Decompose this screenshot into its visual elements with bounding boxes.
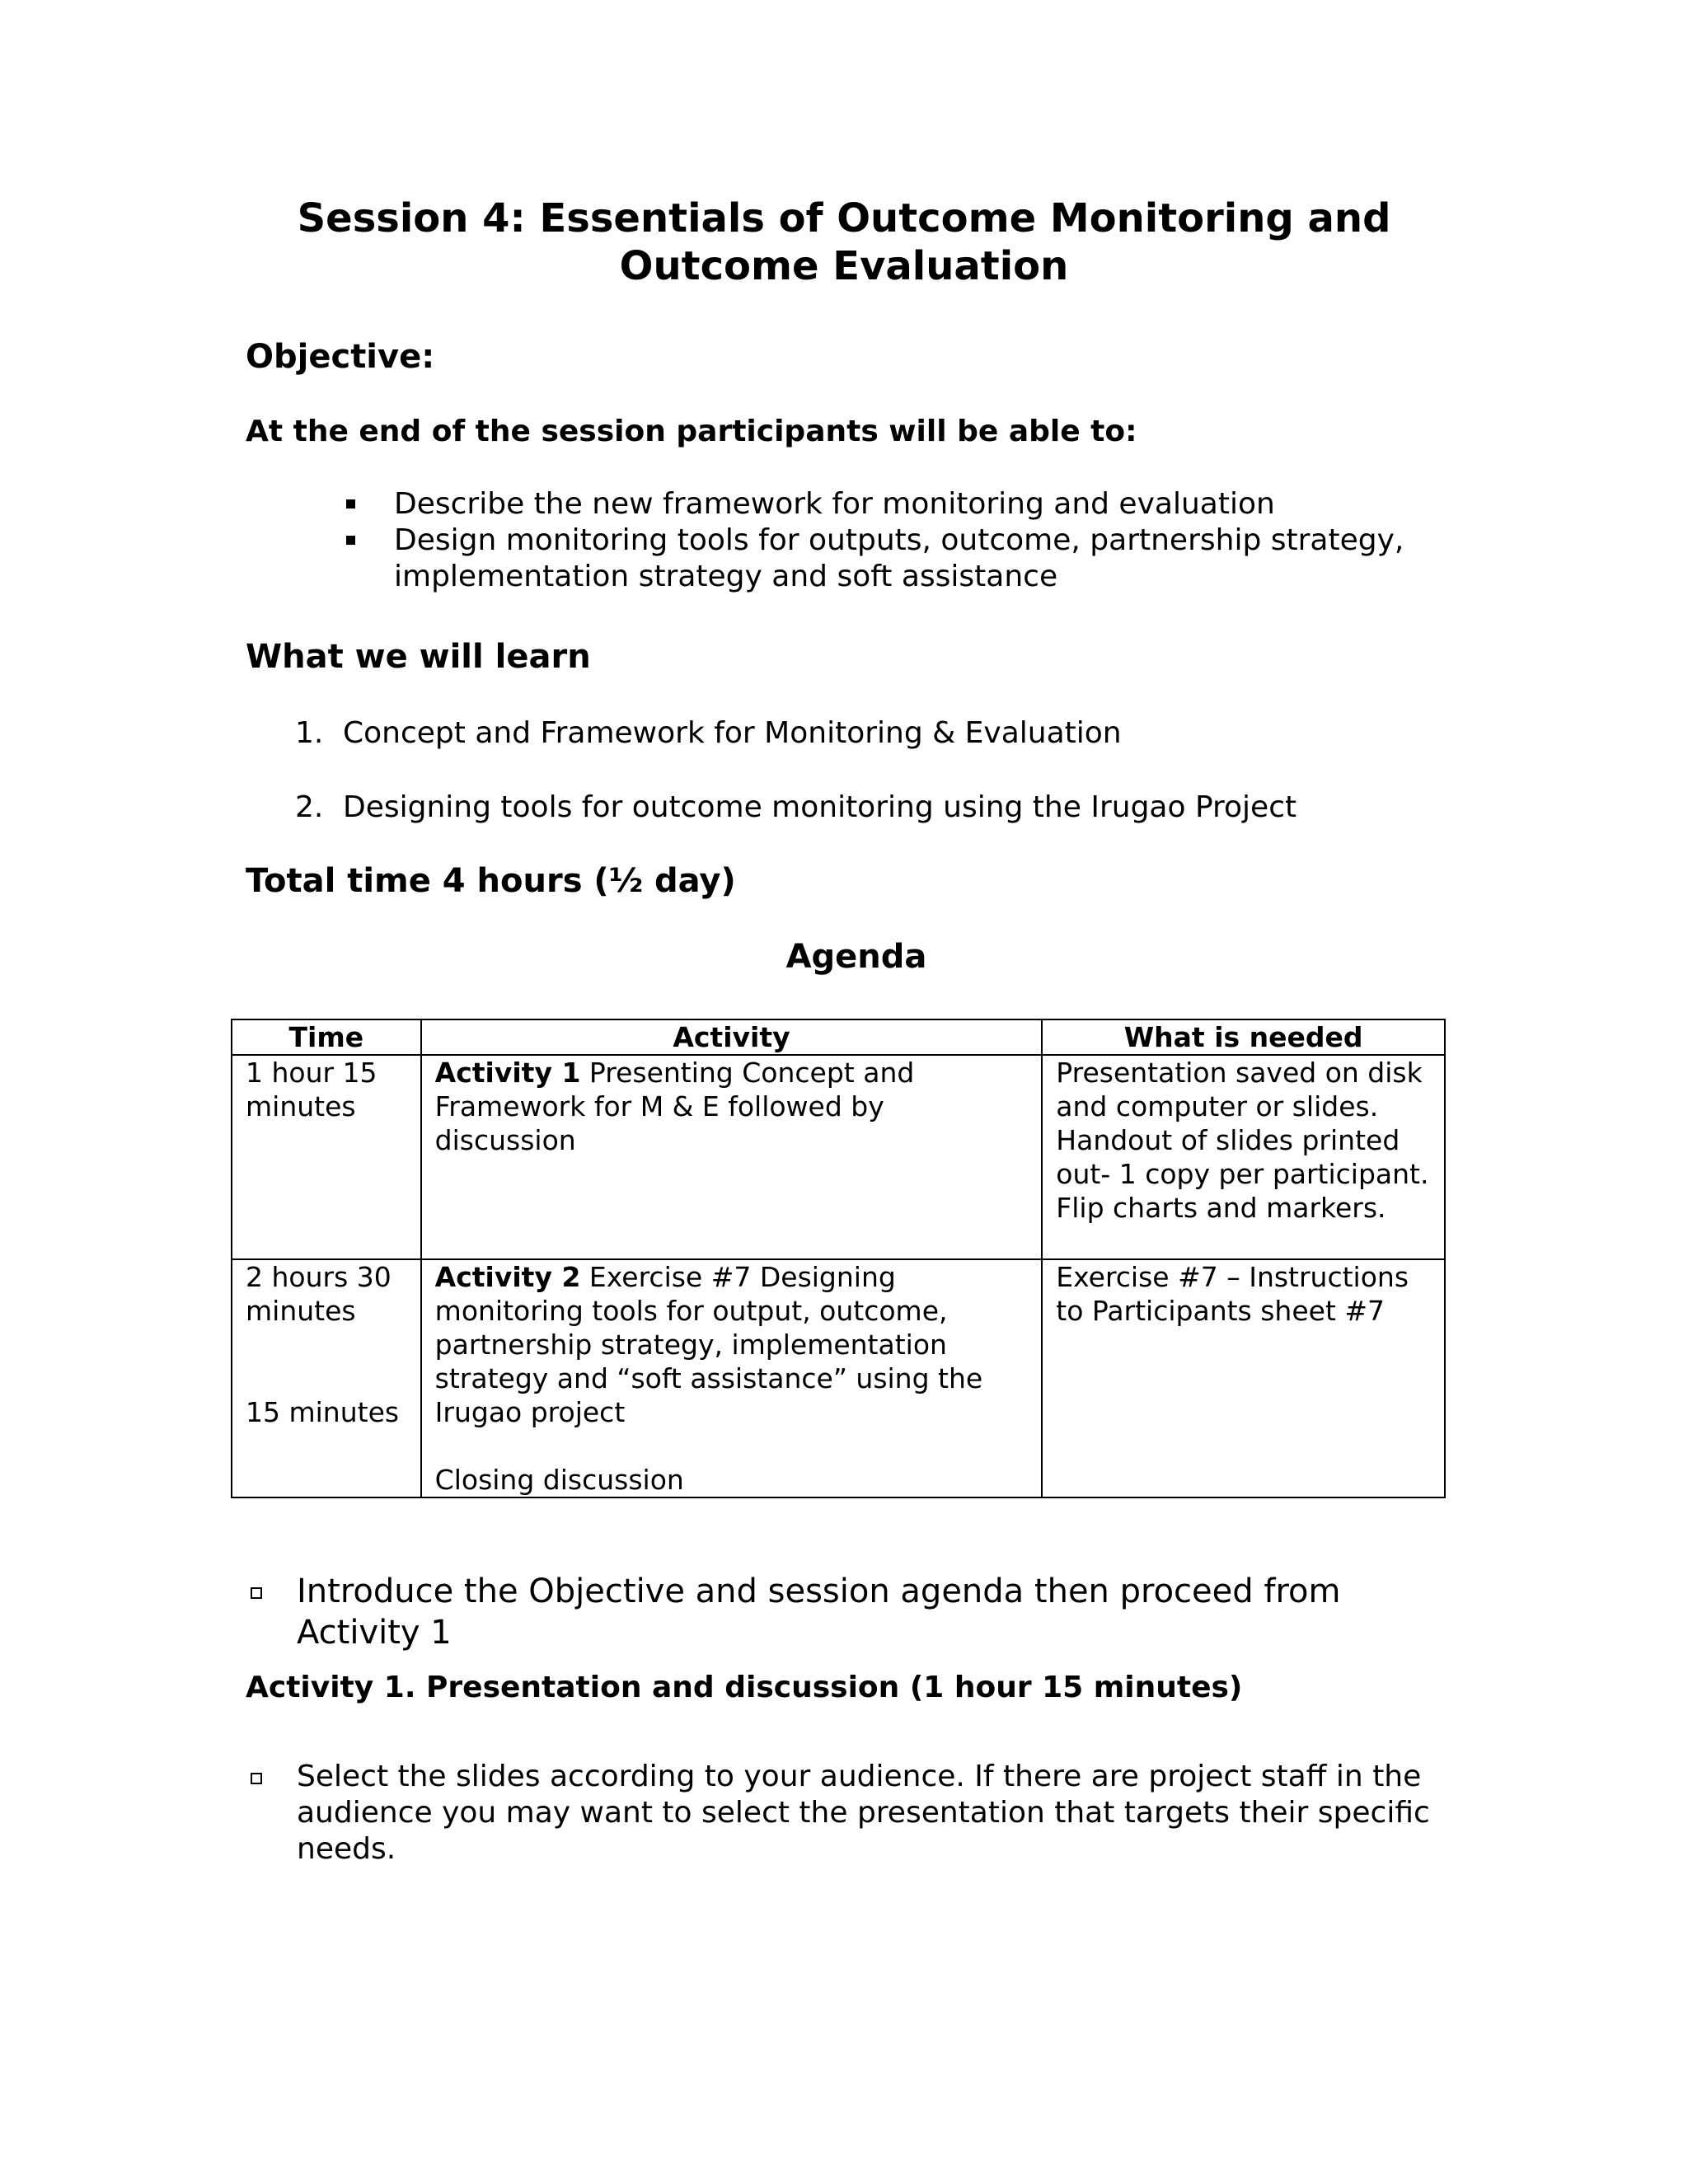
- page-title-line-2: Outcome Evaluation: [619, 243, 1069, 289]
- needed-line: Handout of slides printed out- 1 copy per participant.: [1056, 1124, 1429, 1190]
- needed-cell: [1042, 1055, 1445, 1259]
- objective-item: [346, 523, 1451, 595]
- activity-cell: [421, 1259, 1043, 1497]
- needed-line: Presentation saved on disk and computer or slides.: [1056, 1057, 1423, 1122]
- time-value-closing: 15 minutes: [246, 1396, 400, 1428]
- activity-closing: Closing discussion: [434, 1464, 684, 1496]
- page-title: [0, 194, 1688, 290]
- activity-description: Exercise #7 Designing monitoring tools for output, outcome, partnership strategy, implementation strategy and “soft assistance” using the Irugao project: [434, 1261, 983, 1428]
- learn-item-text: Concept and Framework for Monitoring & Evaluation: [343, 716, 1122, 750]
- time-cell: [232, 1259, 421, 1497]
- instruction-item: [246, 1759, 1441, 1868]
- square-bullet-icon: [346, 499, 355, 509]
- agenda-header-row: [232, 1019, 1445, 1055]
- objective-item-text: Design monitoring tools for outputs, outcome, partnership strategy, implementation strategy and soft assistance: [394, 523, 1404, 593]
- activity-label: Activity 2: [434, 1261, 581, 1293]
- activity-cell: [421, 1055, 1043, 1259]
- table-row: [232, 1055, 1445, 1259]
- instruction-text: Introduce the Objective and session agenda then proceed from Activity 1: [297, 1572, 1341, 1652]
- instruction-item: [246, 1571, 1441, 1653]
- time-value: 2 hours 30 minutes: [246, 1261, 392, 1327]
- spacer: [246, 1328, 407, 1361]
- instruction-text: Select the slides according to your audience. If there are project staff in the audience you may want to select the presentation that targets their specific needs.: [297, 1760, 1430, 1866]
- activity-description: Presenting Concept and Framework for M & E followed by discussion: [434, 1057, 915, 1156]
- learn-heading: What we will learn: [246, 638, 591, 676]
- checkbox-bullet-icon: [251, 1587, 262, 1599]
- checkbox-bullet-icon: [251, 1773, 262, 1784]
- total-time-heading: Total time 4 hours (½ day): [246, 862, 736, 900]
- column-header-time: Time: [232, 1019, 421, 1055]
- activity-1-heading: Activity 1. Presentation and discussion (1 hour 15 minutes): [246, 1671, 1243, 1704]
- learn-item: [295, 790, 1296, 826]
- spacer: [435, 1429, 1029, 1463]
- needed-cell: [1042, 1259, 1445, 1497]
- activity-label: Activity 1: [434, 1057, 581, 1089]
- column-header-needed: What is needed: [1042, 1019, 1445, 1055]
- learn-item-number: 1.: [295, 716, 324, 750]
- table-row: [232, 1259, 1445, 1497]
- page-title-line-1: Session 4: Essentials of Outcome Monitoring and: [297, 195, 1391, 241]
- needed-line: Exercise #7 – Instructions to Participants sheet #7: [1056, 1261, 1409, 1327]
- objective-item-text: Describe the new framework for monitoring and evaluation: [394, 487, 1275, 521]
- time-cell: 1 hour 15 minutes: [232, 1055, 421, 1259]
- learn-item-text: Designing tools for outcome monitoring using the Irugao Project: [343, 790, 1297, 824]
- learn-item: [295, 715, 1122, 752]
- square-bullet-icon: [346, 536, 355, 545]
- agenda-table: [231, 1019, 1446, 1498]
- needed-line: Flip charts and markers.: [1056, 1192, 1386, 1224]
- objective-intro: At the end of the session participants will be able to:: [246, 415, 1137, 448]
- learn-item-number: 2.: [295, 790, 324, 824]
- objective-list: [346, 486, 1451, 595]
- objective-heading: Objective:: [246, 338, 435, 376]
- agenda-title: Agenda: [785, 938, 927, 976]
- column-header-activity: Activity: [421, 1019, 1043, 1055]
- spacer: [246, 1361, 407, 1395]
- objective-item: [346, 486, 1451, 523]
